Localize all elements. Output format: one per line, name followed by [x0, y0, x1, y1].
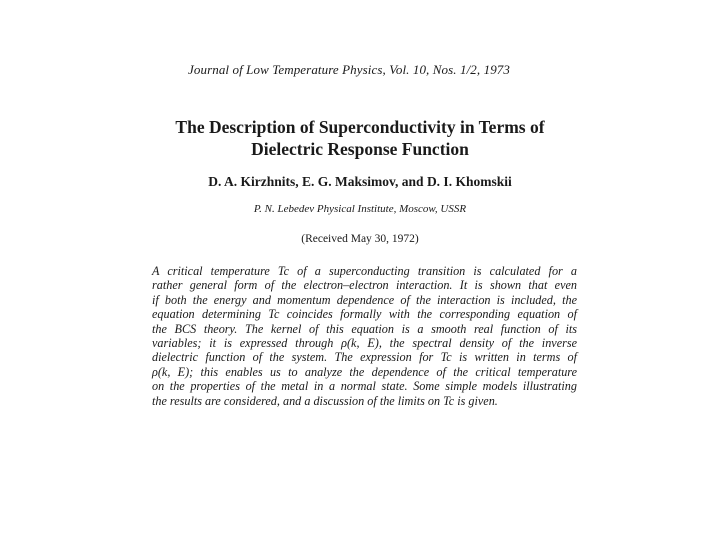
abstract-line: the results are considered, and a discussion of the limits on Tc is given. — [152, 393, 498, 408]
abstract-line: on the properties of the metal in a normal state. Some simple models illustrating — [152, 379, 577, 394]
author-affiliation: P. N. Lebedev Physical Institute, Moscow, USSR — [253, 203, 467, 215]
paper-title-line: Dielectric Response Function — [251, 139, 469, 159]
paper-authors: D. A. Kirzhnits, E. G. Maksimov, and D. I. Khomskii — [208, 174, 512, 189]
received-date: (Received May 30, 1972) — [301, 233, 419, 245]
abstract-line: A critical temperature Tc of a superconducting transition is calculated for a — [152, 264, 577, 278]
abstract-line: variables; it is expressed through ρ(k, E), the spectral density of the inverse — [152, 336, 577, 351]
abstract-line: rather general form of the electron–electron interaction. It is shown that even — [152, 278, 577, 293]
paper-title-line: The Description of Superconductivity in Terms of — [175, 117, 545, 137]
abstract-line: the BCS theory. The kernel of this equation is a smooth real function of its — [152, 321, 577, 336]
abstract-line: dielectric function of the system. The expression for Tc is written in terms of — [152, 350, 577, 365]
journal-citation: Journal of Low Temperature Physics, Vol. 10, Nos. 1/2, 1973 — [188, 62, 511, 77]
abstract-line: equation determining Tc coincides formally with the corresponding equation of — [152, 307, 577, 322]
paper-title — [150, 116, 570, 160]
abstract-line: if both the energy and momentum dependence of the interaction is included, the — [152, 292, 577, 307]
abstract-line: ρ(k, E); this enables us to analyze the dependence of the critical temperature — [152, 364, 577, 379]
paper-abstract — [152, 264, 577, 408]
